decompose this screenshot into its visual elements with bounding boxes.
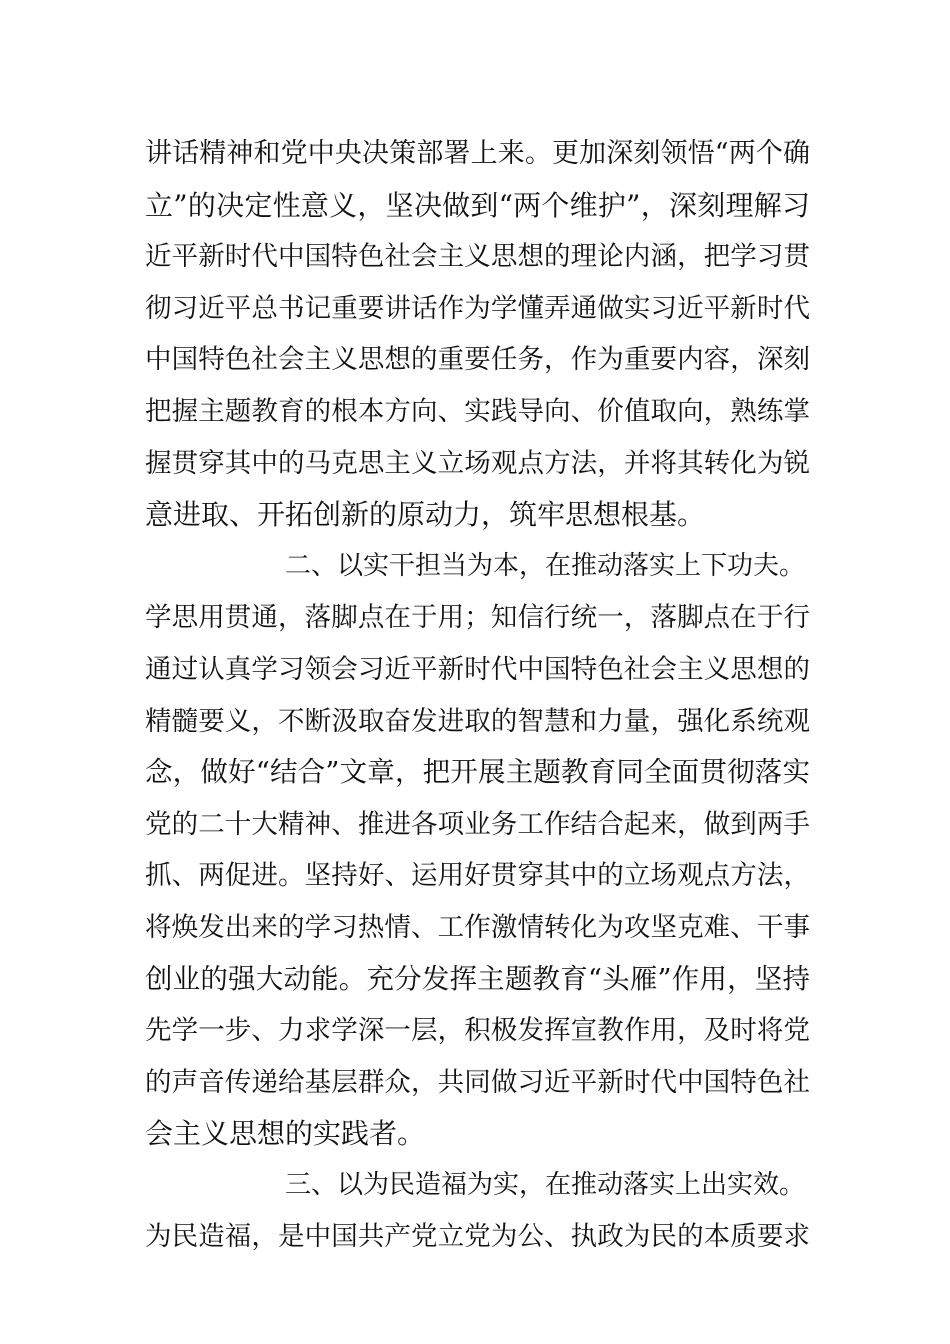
text-line: 抓、两促进。坚持好、运用好贯穿其中的立场观点方法，: [145, 860, 810, 892]
text-line: 党的二十大精神、推进各项业务工作结合起来，做到两手: [145, 808, 810, 840]
text-line: 中国特色社会主义思想的重要任务，作为重要内容，深刻: [145, 344, 810, 376]
text-line: 精髓要义，不断汲取奋发进取的智慧和力量，强化系统观: [145, 705, 810, 737]
text-line: 的声音传递给基层群众，共同做习近平新时代中国特色社: [145, 1066, 810, 1098]
text-line: 把握主题教育的根本方向、实践导向、价值取向，熟练掌: [145, 395, 810, 427]
text-line: 将焕发出来的学习热情、工作激情转化为攻坚克难、干事: [145, 911, 810, 943]
text-line: 念，做好“结合”文章，把开展主题教育同全面贯彻落实: [145, 756, 810, 789]
document-body: [145, 128, 810, 1263]
section-heading-3: 三、以为民造福为实，在推动落实上出实效。: [285, 1169, 806, 1200]
text-line: 为民造福，是中国共产党立党为公、执政为民的本质要求: [145, 1221, 810, 1253]
text-line: 立”的决定性意义，坚决做到“两个维护”，深刻理解习: [145, 188, 810, 222]
text-line: 会主义思想的实践者。: [145, 1117, 426, 1151]
text-line: 彻习近平总书记重要讲话作为学懂弄通做实习近平新时代: [145, 292, 810, 324]
text-line: 握贯穿其中的马克思主义立场观点方法，并将其转化为锐: [145, 447, 810, 479]
section-heading-2: 二、以实干担当为本，在推动落实上下功夫。: [285, 550, 806, 581]
text-line: 学思用贯通，落脚点在于用；知信行统一，落脚点在于行: [145, 602, 810, 634]
text-line: 通过认真学习领会习近平新时代中国特色社会主义思想的: [145, 653, 810, 685]
text-line: 讲话精神和党中央决策部署上来。更加深刻领悟“两个确: [145, 138, 810, 169]
text-line: 创业的强大动能。充分发挥主题教育“头雁”作用，坚持: [145, 962, 810, 995]
text-line: 先学一步、力求学深一层，积极发挥宣教作用，及时将党: [145, 1015, 810, 1047]
text-line: 意进取、开拓创新的原动力，筑牢思想根基。: [145, 498, 706, 532]
text-line: 近平新时代中国特色社会主义思想的理论内涵，把学习贯: [145, 241, 810, 273]
